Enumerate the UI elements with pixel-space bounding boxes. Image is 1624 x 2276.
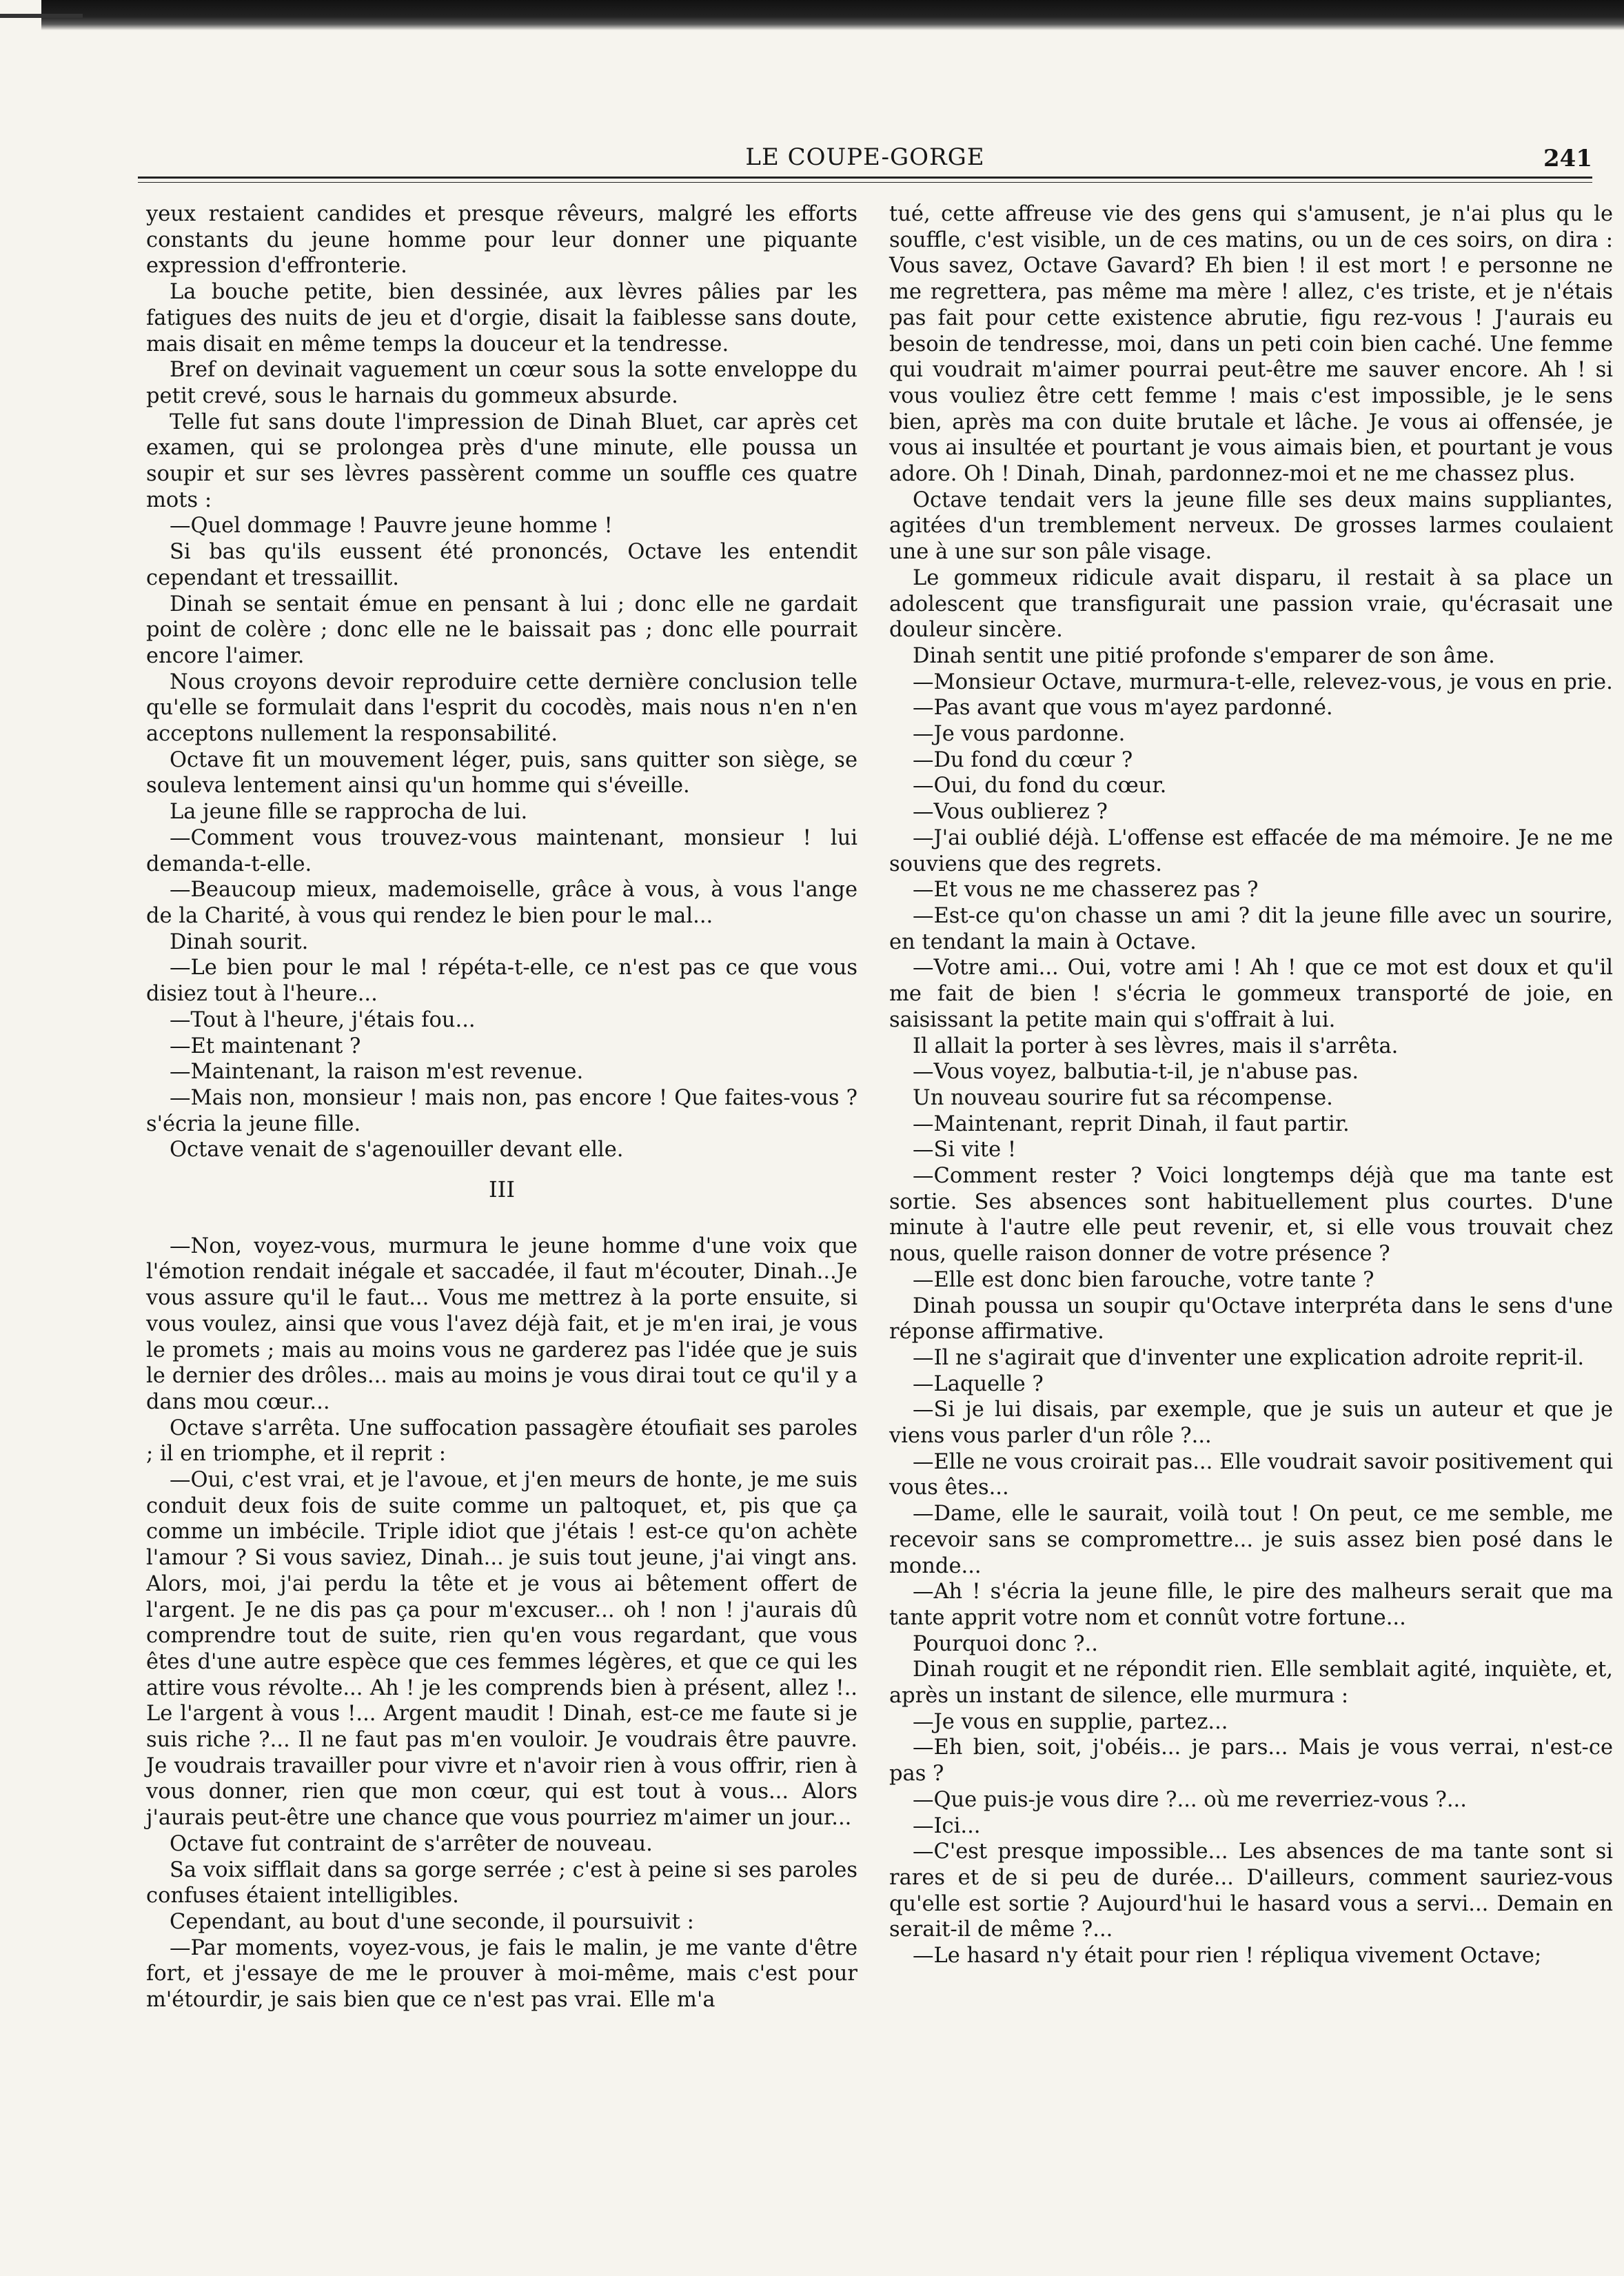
paragraph: La jeune fille se rapprocha de lui. <box>170 800 528 825</box>
paragraph: Cependant, au bout d'une seconde, il poursuivit : <box>170 1910 694 1934</box>
page-number: 241 <box>1543 145 1592 172</box>
dialogue-line: —Du fond du cœur ? <box>913 747 1133 772</box>
paragraph: Octave fit un mouvement léger, puis, sans quitter son siège, se souleva lentement ainsi qu'un homme qui s'éveille. <box>146 747 857 798</box>
dialogue-line: —Il ne s'agirait que d'inventer une explication adroite reprit-il. <box>913 1345 1585 1370</box>
dialogue-line: —Ici... <box>913 1813 981 1838</box>
dialogue-line: —Monsieur Octave, murmura-t-elle, relevez-vous, je vous en prie. <box>913 669 1613 694</box>
dialogue-line: —Beaucoup mieux, mademoiselle, grâce à vous, à vous l'ange de la Charité, à vous qui rendez le bien pour le mal... <box>146 878 857 928</box>
dialogue-line: —Elle est donc bien farouche, votre tante ? <box>913 1267 1374 1292</box>
paragraph: La bouche petite, bien dessinée, aux lèvres pâlies par les fatigues des nuits de jeu et d'orgie, disait la faiblesse sans doute, mais disait en même temps la douceur et la tendresse. <box>146 280 857 356</box>
dialogue-line: —Elle ne vous croirait pas... Elle voudrait savoir positivement qui vous êtes... <box>889 1449 1613 1500</box>
paragraph: Telle fut sans doute l'impression de Dinah Bluet, car après cet examen, qui se prolongea près d'une minute, elle poussa un soupir et sur ses lèvres passèrent comme un souffle ces quatre mots : <box>146 410 857 512</box>
dialogue-line: —Et vous ne me chasserez pas ? <box>913 878 1259 903</box>
left-column <box>146 201 857 2013</box>
header-rule-thin <box>138 182 1592 183</box>
paragraph: yeux restaient candides et presque rêveurs, malgré les efforts constants du jeune homme pour leur donner une piquante expression d'effronterie. <box>146 202 857 279</box>
paragraph: Le gommeux ridicule avait disparu, il restait à sa place un adolescent que transfigurait une passion vraie, qu'écrasait une douleur sincère. <box>889 565 1613 643</box>
paragraph: Il allait la porter à ses lèvres, mais il s'arrêta. <box>913 1034 1399 1058</box>
dialogue-line: —Le bien pour le mal ! répéta-t-elle, ce n'est pas ce que vous disiez tout à l'heure... <box>146 956 857 1007</box>
dialogue-line: —Le hasard n'y était pour rien ! répliqua vivement Octave; <box>913 1944 1542 1968</box>
paragraph: Sa voix sifflait dans sa gorge serrée ; c'est à peine si ses paroles confuses étaient intelligibles. <box>146 1857 857 1909</box>
paragraph: Dinah sourit. <box>170 929 309 954</box>
dialogue-line: —Mais non, monsieur ! mais non, pas encore ! Que faites-vous ? s'écria la jeune fille. <box>146 1085 857 1136</box>
dialogue-line: —Non, voyez-vous, murmura le jeune homme d'une voix que l'émotion rendait inégale et saccadée, il faut m'écouter, Dinah...Je vous assure qu'il le faut... Vous me mettrez à la porte ensuite, si vous voulez, ainsi que vous l'avez déjà fait, et je m'en irai, je vous le promets ; mais au moins vous ne garderez pas l'idée que je suis le dernier des drôles... mais au moins je vous dirai tout ce qu'il y a dans mou cœur... <box>146 1233 857 1414</box>
dialogue-line: —Par moments, voyez-vous, je fais le malin, je me vante d'être fort, et j'essaye de me le prouver à moi-même, mais c'est pour m'étourdir, je sais bien que ce n'est pas vrai. Elle m'a <box>146 1935 857 2013</box>
dialogue-line: —Oui, c'est vrai, et je l'avoue, et j'en meurs de honte, je me suis conduit deux fois de suite comme un paltoquet, et, pis que ça comme un imbécile. Triple idiot que j'étais ! est-ce qu'on achète l'amour ? Si vous saviez, Dinah... je suis tout jeune, j'ai vingt ans. Alors, moi, j'ai perdu la tête et je vous ai bêtement offert de l'argent. Je ne dis pas ça pour m'excuser... oh ! non ! j'aurais dû comprendre tout de suite, rien qu'en vous regardant, que vous êtes d'une autre espèce que ces femmes légères, et que ce qui les attire vous révolte... Ah ! je les comprends bien à présent, allez !.. Le l'argent à vous !... Argent maudit ! Dinah, est-ce me faute si je suis riche ?... Il ne faut pas m'en vouloir. Je voudrais être pauvre. Je voudrais travailler pour vivre et n'avoir rien à vous offrir, rien à vous donner, rien que mon cœur, qui est tout à vous... Alors j'aurais peut-être une chance que vous pourriez m'aimer un jour... <box>146 1468 857 1831</box>
running-title: LE COUPE-GORGE <box>745 143 985 171</box>
dialogue-line: —Et maintenant ? <box>170 1034 361 1058</box>
dialogue-line: —Votre ami... Oui, votre ami ! Ah ! que ce mot est doux et qu'il me fait de bien ! s'écria le gommeux transporté de joie, en saisissant la petite main qui s'offrait à lui. <box>889 956 1613 1032</box>
right-column <box>889 201 1613 1969</box>
dialogue-line: —Si vite ! <box>913 1138 1017 1162</box>
dialogue-line: —Maintenant, la raison m'est revenue. <box>170 1060 584 1085</box>
dialogue-line: —Est-ce qu'on chasse un ami ? dit la jeune fille avec un sourire, en tendant la main à Octave. <box>889 903 1613 954</box>
dialogue-line: —Pas avant que vous m'ayez pardonné. <box>913 696 1333 721</box>
dialogue-line: —J'ai oublié déjà. L'offense est effacée de ma mémoire. Je ne me souviens que des regrets. <box>889 825 1613 876</box>
dialogue-line: —Tout à l'heure, j'étais fou... <box>170 1007 476 1032</box>
paragraph: Si bas qu'ils eussent été prononcés, Octave les entendit cependant et tressaillit. <box>146 540 857 590</box>
dialogue-line: —Laquelle ? <box>913 1371 1044 1396</box>
dialogue-line: —Je vous pardonne. <box>913 722 1126 747</box>
dialogue-line: —Vous oublierez ? <box>913 800 1108 825</box>
paragraph: Octave tendait vers la jeune fille ses deux mains suppliantes, agitées d'un tremblement nerveux. De grosses larmes coulaient une à une sur son pâle visage. <box>889 487 1613 565</box>
paragraph: Dinah rougit et ne répondit rien. Elle semblait agité, inquiète, et, après un instant de silence, elle murmura : <box>889 1658 1613 1709</box>
dialogue-line: —Vous voyez, balbutia-t-il, je n'abuse pas. <box>913 1060 1359 1085</box>
paragraph: Octave venait de s'agenouiller devant elle. <box>170 1138 624 1162</box>
dialogue-line: —Maintenant, reprit Dinah, il faut partir. <box>913 1111 1350 1136</box>
dialogue-line: —Si je lui disais, par exemple, que je suis un auteur et que je viens vous parler d'un rôle ?... <box>889 1398 1613 1449</box>
paragraph: Dinah sentit une pitié profonde s'emparer de son âme. <box>913 643 1495 668</box>
paragraph: Un nouveau sourire fut sa récompense. <box>913 1085 1333 1110</box>
paragraph: Dinah se sentait émue en pensant à lui ; donc elle ne gardait point de colère ; donc elle ne le baissait pas ; donc elle pourrait encore l'aimer. <box>146 592 857 668</box>
header-rule <box>138 177 1592 179</box>
dialogue-line: —Quel dommage ! Pauvre jeune homme ! <box>170 514 613 538</box>
dialogue-line: —Je vous en supplie, partez... <box>913 1709 1228 1734</box>
paragraph: Bref on devinait vaguement un cœur sous la sotte enveloppe du petit crevé, sous le harnais du gommeux absurde. <box>146 358 857 408</box>
paragraph: Octave fut contraint de s'arrêter de nouveau. <box>170 1831 653 1856</box>
dialogue-line: —C'est presque impossible... Les absences de ma tante sont si rares et de si peu de durée... D'ailleurs, comment sauriez-vous qu'elle est sortie ? Aujourd'hui le hasard vous a servi... Demain en serait-il de même ?... <box>889 1840 1613 1942</box>
paragraph: Octave s'arrêta. Une suffocation passagère étoufiait ses paroles ; il en triomphe, et il reprit : <box>146 1416 857 1467</box>
paragraph: Nous croyons devoir reproduire cette dernière conclusion telle qu'elle se formulait dans l'esprit du cocodès, mais nous n'en n'en acceptons nullement la responsabilité. <box>146 669 857 747</box>
paragraph: tué, cette affreuse vie des gens qui s'amusent, je n'ai plus qu le souffle, c'est visible, un de ces matins, ou un de ces soirs, on dira : Vous savez, Octave Gavard? Eh bien ! il est mort ! e personne ne me regrettera, pas même ma mère ! allez, c'es triste, et je n'étais pas fait pour cette existence abrutie, figu rez-vous ! J'aurais eu besoin de tendresse, moi, dans un peti coin bien caché. Une femme qui voudrait m'aimer pourrai peut-être me sauver encore. Ah ! si vous vouliez être cett femme ! mais c'est impossible, je le sens bien, après ma con duite brutale et lâche. Je vous ai offensée, je vous ai insultée et pourtant je vous aimais bien, et pourtant je vous adore. Oh ! Dinah, Dinah, pardonnez-moi et ne me chassez plus. <box>889 202 1613 487</box>
dialogue-line: —Que puis-je vous dire ?... où me reverriez-vous ?... <box>913 1787 1467 1812</box>
dialogue-line: —Eh bien, soit, j'obéis... je pars... Mais je vous verrai, n'est-ce pas ? <box>889 1735 1613 1786</box>
scan-edge-shadow <box>41 0 1624 30</box>
dialogue-line: —Comment rester ? Voici longtemps déjà que ma tante est sortie. Ses absences sont habituellement plus courtes. D'une minute à l'autre elle peut revenir, et, si elle vous trouvait chez nous, quelle raison donner de votre présence ? <box>889 1164 1613 1267</box>
dialogue-line: —Ah ! s'écria la jeune fille, le pire des malheurs serait que ma tante apprit votre nom et connût votre fortune... <box>889 1580 1613 1630</box>
dialogue-line: Pourquoi donc ?.. <box>913 1631 1098 1656</box>
dialogue-line: —Dame, elle le saurait, voilà tout ! On peut, ce me semble, me recevoir sans se compromettre... je suis assez bien posé dans le monde... <box>889 1502 1613 1578</box>
dialogue-line: —Oui, du fond du cœur. <box>913 774 1167 798</box>
paragraph: Dinah poussa un soupir qu'Octave interpréta dans le sens d'une réponse affirmative. <box>889 1293 1613 1345</box>
section-heading: III <box>489 1176 515 1203</box>
dialogue-line: —Comment vous trouvez-vous maintenant, monsieur ! lui demanda-t-elle. <box>146 825 857 876</box>
